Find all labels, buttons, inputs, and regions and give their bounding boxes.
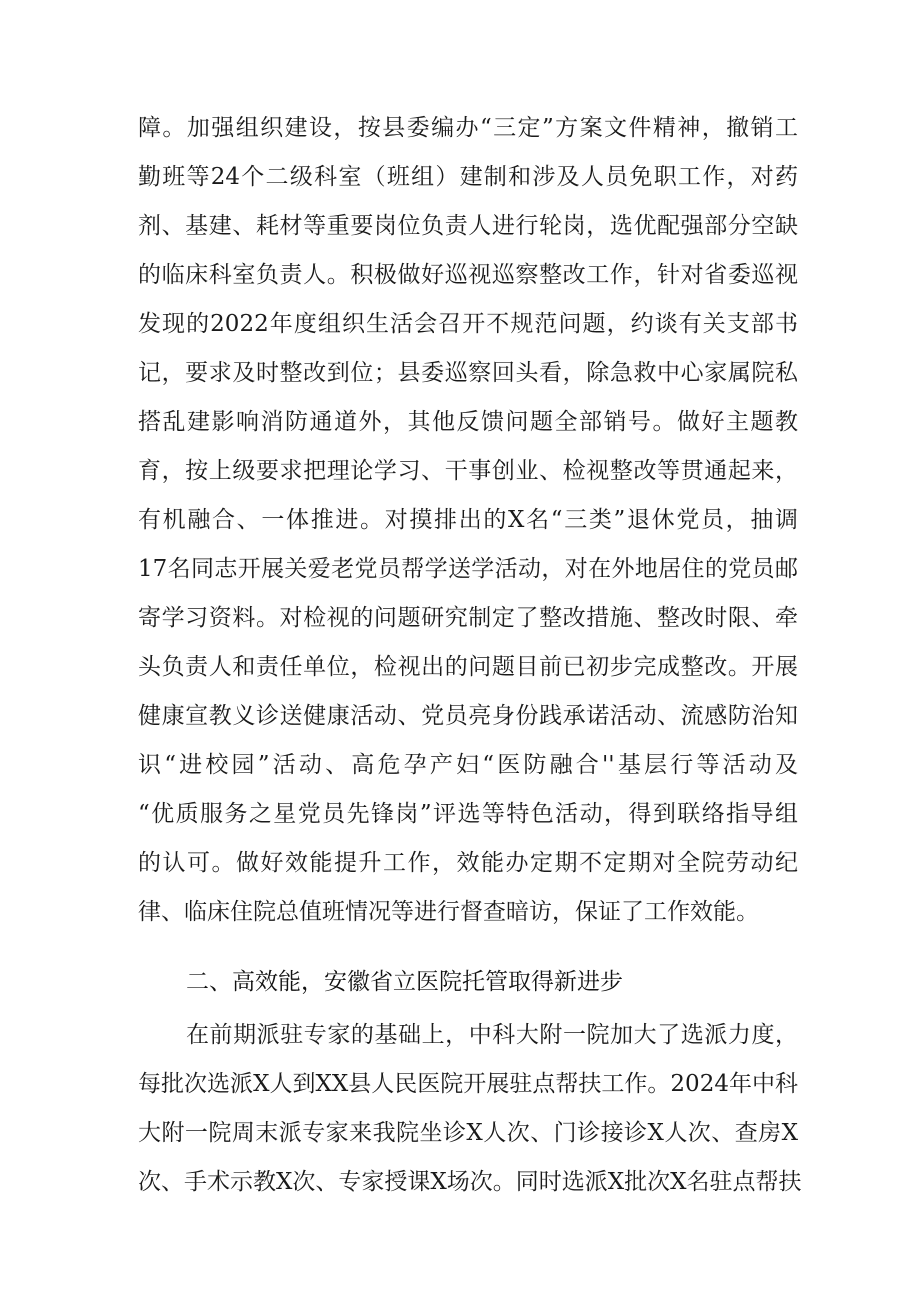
paragraph-line: 识“进校园”活动、高危孕产妇“医防融合''基层行等活动及 <box>138 752 798 778</box>
paragraph-line: 记，要求及时整改到位；县委巡察回头看，除急救中心家属院私 <box>138 360 798 386</box>
paragraph-line: 在前期派驻专家的基础上，中科大附一院加大了选派力度， <box>186 1022 798 1048</box>
paragraph-line: 有机融合、一体推进。对摸排出的X名“三类”退休党员，抽调 <box>138 507 798 533</box>
paragraph-line: 次、手术示教X次、专家授课X场次。同时选派X批次X名驻点帮扶 <box>138 1169 802 1195</box>
paragraph-line: “优质服务之星党员先锋岗”评选等特色活动，得到联络指导组 <box>138 801 798 827</box>
paragraph-line: 发现的2022年度组织生活会召开不规范问题，约谈有关支部书 <box>138 311 798 337</box>
paragraph-line: 17名同志开展关爱老党员帮学送学活动，对在外地居住的党员邮 <box>138 556 798 582</box>
paragraph-line: 搭乱建影响消防通道外，其他反馈问题全部销号。做好主题教 <box>138 409 798 435</box>
paragraph-line: 勤班等24个二级科室（班组）建制和涉及人员免职工作，对药 <box>138 164 798 190</box>
paragraph-line: 大附一院周末派专家来我院坐诊X人次、门诊接诊X人次、查房X <box>138 1120 798 1146</box>
paragraph-line: 律、临床住院总值班情况等进行督查暗访，保证了工作效能。 <box>138 899 759 925</box>
paragraph-line: 障。加强组织建设，按县委编办“三定”方案文件精神，撤销工 <box>138 115 798 141</box>
paragraph-line: 育，按上级要求把理论学习、干事创业、检视整改等贯通起来， <box>138 458 798 484</box>
paragraph-line: 健康宣教义诊送健康活动、党员亮身份践承诺活动、流感防治知 <box>138 703 798 729</box>
paragraph-line: 的临床科室负责人。积极做好巡视巡察整改工作，针对省委巡视 <box>138 262 798 288</box>
paragraph-line: 每批次选派X人到XX县人民医院开展驻点帮扶工作。2024年中科 <box>138 1071 798 1097</box>
section-heading: 二、高效能，安徽省立医院托管取得新进步 <box>186 969 623 995</box>
paragraph-line: 剂、基建、耗材等重要岗位负责人进行轮岗，选优配强部分空缺 <box>138 213 798 239</box>
paragraph-line: 的认可。做好效能提升工作，效能办定期不定期对全院劳动纪 <box>138 850 798 876</box>
paragraph-line: 寄学习资料。对检视的问题研究制定了整改措施、整改时限、牵 <box>138 605 798 631</box>
paragraph-line: 头负责人和责任单位，检视出的问题目前已初步完成整改。开展 <box>138 654 798 680</box>
